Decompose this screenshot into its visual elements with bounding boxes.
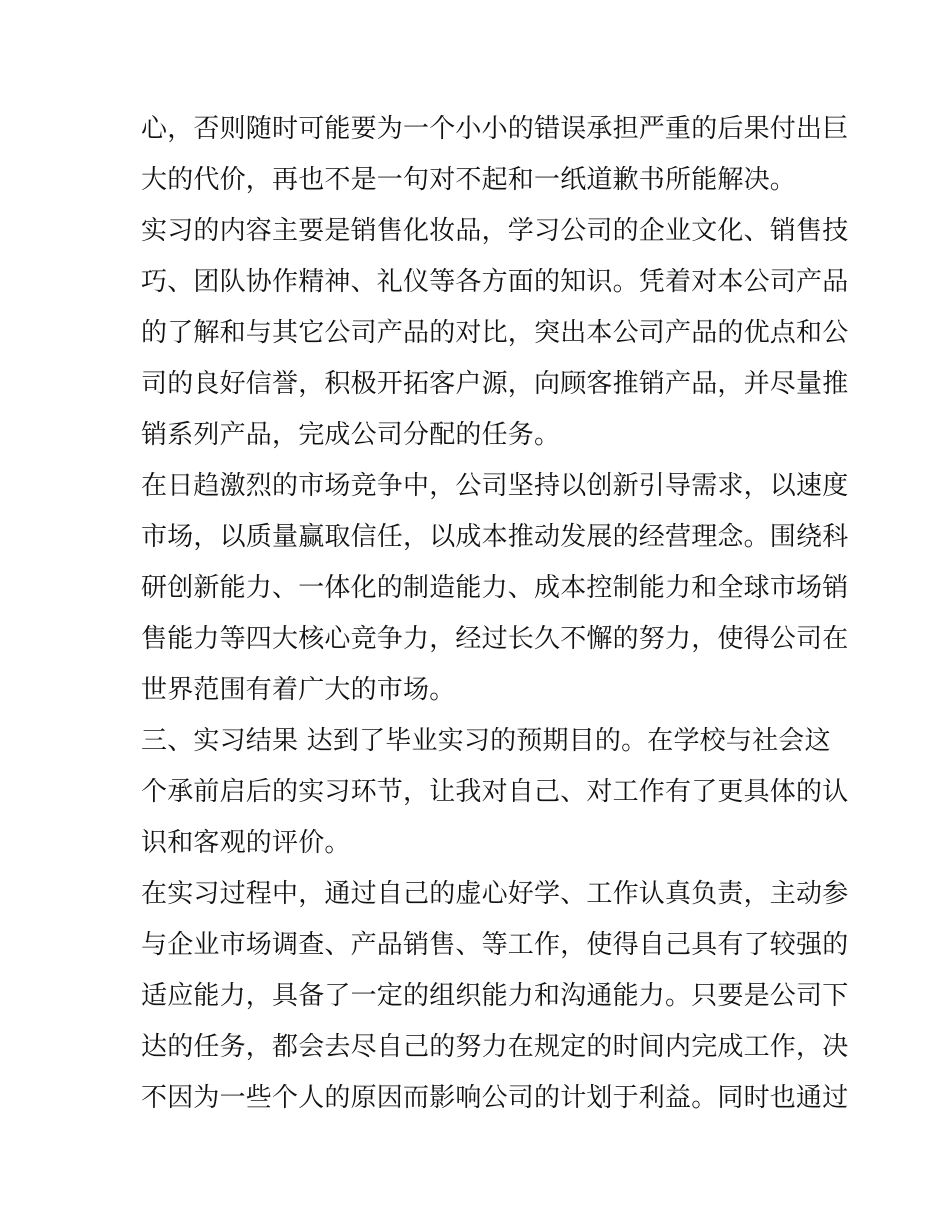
text-line: 售能力等四大核心竞争力，经过长久不懈的努力，使得公司在: [141, 624, 849, 654]
text-line: 世界范围有着广大的市场。: [141, 675, 456, 705]
text-line: 市场，以质量赢取信任，以成本推动发展的经营理念。围绕科: [141, 522, 849, 552]
text-line: 达的任务，都会去尽自己的努力在规定的时间内完成工作，决: [141, 1032, 849, 1062]
text-line: 三、实习结果 达到了毕业实习的预期目的。在学校与社会这: [141, 726, 831, 756]
text-line: 个承前启后的实习环节，让我对自己、对工作有了更具体的认: [141, 777, 849, 807]
text-line: 销系列产品，完成公司分配的任务。: [141, 420, 561, 450]
text-line: 与企业市场调查、产品销售、等工作，使得自己具有了较强的: [141, 930, 849, 960]
text-line: 在实习过程中，通过自己的虚心好学、工作认真负责，主动参: [141, 879, 849, 909]
text-line: 识和客观的评价。: [141, 828, 351, 858]
document-body: [141, 104, 849, 1124]
text-line: 司的良好信誉，积极开拓客户源，向顾客推销产品，并尽量推: [141, 369, 849, 399]
text-line: 巧、团队协作精神、礼仪等各方面的知识。凭着对本公司产品: [141, 267, 849, 297]
text-line: 实习的内容主要是销售化妆品，学习公司的企业文化、销售技: [141, 216, 849, 246]
text-line: 的了解和与其它公司产品的对比，突出本公司产品的优点和公: [141, 318, 849, 348]
text-line: 不因为一些个人的原因而影响公司的计划于利益。同时也通过: [141, 1083, 849, 1113]
text-line: 在日趋激烈的市场竞争中，公司坚持以创新引导需求，以速度: [141, 471, 849, 501]
text-line: 研创新能力、一体化的制造能力、成本控制能力和全球市场销: [141, 573, 849, 603]
text-line: 适应能力，具备了一定的组织能力和沟通能力。只要是公司下: [141, 981, 849, 1011]
text-line: 大的代价，再也不是一句对不起和一纸道歉书所能解决。: [141, 165, 797, 195]
text-line: 心，否则随时可能要为一个小小的错误承担严重的后果付出巨: [141, 114, 849, 144]
